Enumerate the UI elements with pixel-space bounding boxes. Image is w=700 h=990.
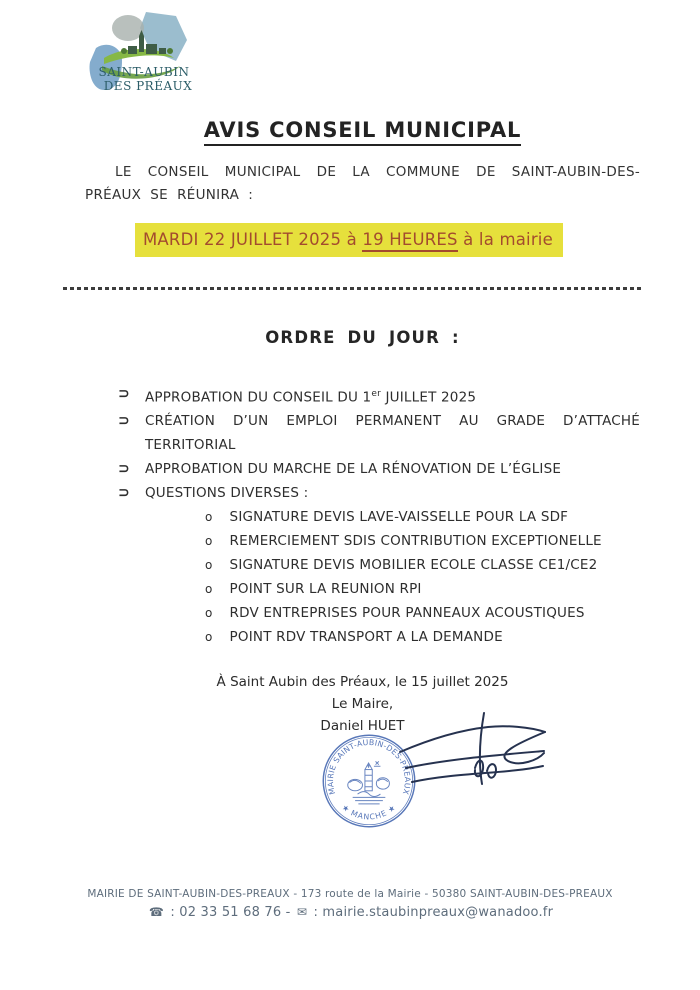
footer-contact — [0, 905, 700, 920]
phone-icon: ☎ — [148, 905, 165, 919]
agenda-item — [118, 409, 640, 457]
stamp-arc-top-text: MAIRIE SAINT-AUBIN-DES-PREAUX — [325, 737, 413, 796]
meeting-notice-row — [85, 223, 640, 257]
stamp-emblem — [348, 761, 390, 803]
meeting-date: MARDI 22 JUILLET 2025 à — [143, 230, 363, 249]
sub-agenda-list — [85, 505, 640, 649]
bullet-icon: ⊃ — [118, 461, 130, 477]
page-title-text: AVIS CONSEIL MUNICIPAL — [204, 118, 521, 146]
agenda-item1-pre: APPROBATION DU CONSEIL DU 1 — [144, 389, 372, 405]
circle-bullet-icon: o — [205, 582, 213, 596]
agenda-item-label: QUESTIONS DIVERSES : — [144, 485, 309, 501]
agenda-item1-post: JUILLET 2025 — [380, 389, 477, 405]
sub-agenda-item-label: REMERCIEMENT SDIS CONTRIBUTION EXCEPTIONELLE — [229, 533, 602, 549]
sub-agenda-item — [205, 505, 640, 529]
email-address: : mairie.staubinpreaux@wanadoo.fr — [313, 905, 554, 920]
agenda-item-label: APPROBATION DU MARCHE DE LA RÉNOVATION DE L’ÉGLISE — [144, 461, 562, 477]
closing-name: Daniel HUET — [320, 718, 405, 734]
agenda-item-label: CRÉATION D’UN EMPLOI PERMANENT AU GRADE D’ATTACHÉ TERRITORIAL — [144, 413, 640, 453]
logo-text-line2: DES PRÉAUX — [103, 79, 193, 93]
meeting-time: 19 HEURES — [362, 230, 457, 252]
sub-agenda-item-label: POINT RDV TRANSPORT A LA DEMANDE — [229, 629, 503, 645]
sub-agenda-item — [205, 577, 640, 601]
sub-agenda-item — [205, 601, 640, 625]
footer — [0, 888, 700, 920]
meeting-place: à la mairie — [457, 230, 553, 249]
sub-agenda-item-label: SIGNATURE DEVIS LAVE-VAISSELLE POUR LA SDF — [229, 509, 569, 525]
logo-text-line1: SAINT-AUBIN — [98, 65, 190, 79]
circle-bullet-icon: o — [205, 606, 213, 620]
intro-paragraph: LE CONSEIL MUNICIPAL DE LA COMMUNE DE SAINT-AUBIN-DES-PRÉAUX SE RÉUNIRA : — [85, 164, 640, 203]
circle-bullet-icon: o — [205, 534, 213, 548]
circle-bullet-icon: o — [205, 630, 213, 644]
mail-icon: ✉ — [296, 905, 308, 919]
stamp-arc-bottom-text: ★ MANCHE ★ — [340, 802, 398, 822]
sub-agenda-item-label: RDV ENTREPRISES POUR PANNEAUX ACOUSTIQUES — [229, 605, 585, 621]
agenda-item-label — [145, 382, 476, 410]
closing-place-date: À Saint Aubin des Préaux, le 15 juillet 2025 — [216, 674, 509, 690]
dashed-separator — [63, 287, 642, 290]
agenda-item — [118, 481, 640, 505]
mayor-signature — [398, 710, 548, 810]
footer-separator: - — [285, 905, 291, 920]
sub-agenda-item-label: SIGNATURE DEVIS MOBILIER ECOLE CLASSE CE1/CE2 — [229, 557, 598, 573]
sub-agenda-item-label: POINT SUR LA REUNION RPI — [229, 581, 422, 597]
sub-agenda-item — [205, 625, 640, 649]
page-title — [85, 117, 640, 143]
sub-agenda-item — [205, 553, 640, 577]
footer-address: MAIRIE DE SAINT-AUBIN-DES-PREAUX - 173 route de la Mairie - 50380 SAINT-AUBIN-DES-PREAUX — [87, 888, 613, 900]
meeting-notice-highlight — [135, 223, 563, 257]
agenda-list — [85, 382, 640, 506]
sub-agenda-item — [205, 529, 640, 553]
circle-bullet-icon: o — [205, 558, 213, 572]
stamp-signature-area — [308, 716, 568, 866]
phone-number: : 02 33 51 68 76 — [170, 905, 282, 920]
svg-text:★ MANCHE ★ — [340, 803, 398, 822]
agenda-item1-sup: er — [371, 388, 381, 399]
bullet-icon: ⊃ — [118, 413, 130, 429]
circle-bullet-icon: o — [205, 510, 213, 524]
bullet-icon: ⊃ — [118, 485, 130, 501]
agenda-heading: ORDRE DU JOUR : — [265, 327, 460, 347]
agenda-item — [118, 382, 640, 410]
bullet-icon: ⊃ — [118, 385, 130, 402]
agenda-item — [118, 457, 640, 481]
closing-role: Le Maire, — [331, 696, 394, 712]
commune-logo — [86, 6, 202, 106]
